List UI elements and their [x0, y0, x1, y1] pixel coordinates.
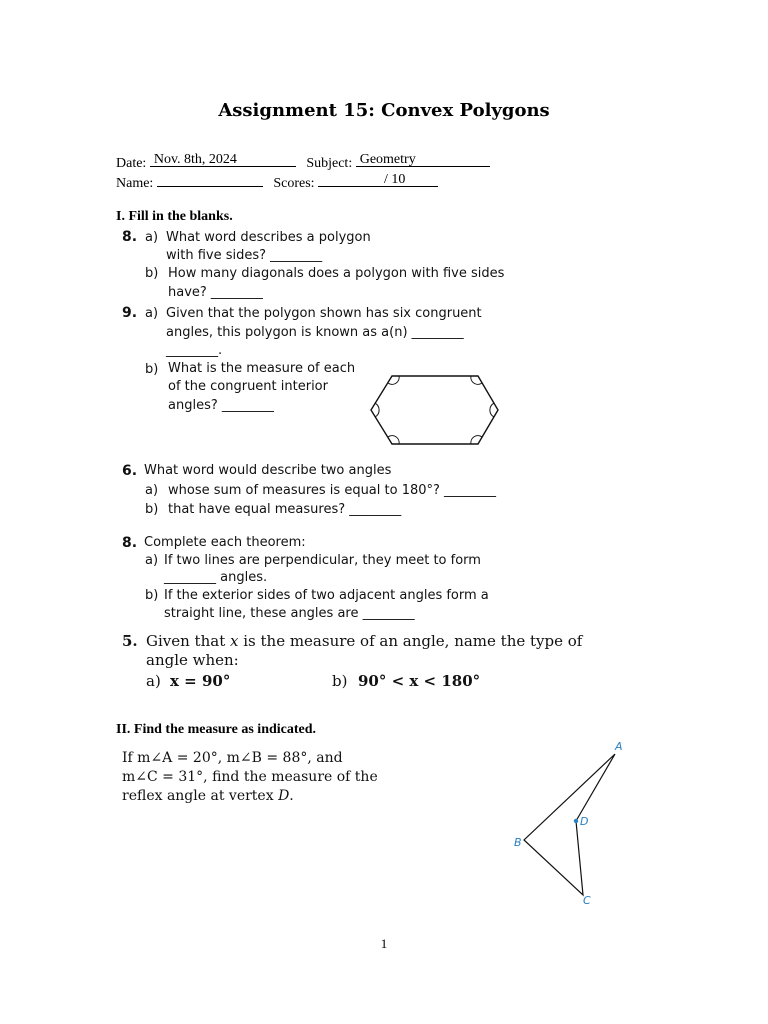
- q5-line1: [146, 632, 582, 650]
- q6-number: 6.: [122, 463, 138, 479]
- q5b-expression: 90° < x < 180°: [358, 672, 481, 690]
- page-number: 1: [380, 936, 388, 951]
- q5-line1-pre: Given that: [146, 632, 230, 650]
- q5-number: 5.: [122, 632, 138, 650]
- name-scores-row: [116, 172, 438, 192]
- q8-theorem-number: 8.: [122, 535, 138, 551]
- q8b-line2: have? ________: [168, 285, 263, 300]
- q9b-line3: angles? ________: [168, 398, 274, 413]
- q5a-expression: x = 90°: [170, 672, 231, 690]
- q8c-b-line2: straight line, these angles are ________: [164, 606, 415, 621]
- dart-outline: [524, 754, 615, 895]
- date-subject-row: [116, 152, 490, 172]
- angle-mark-right: [490, 403, 494, 417]
- hexagon-outline: [371, 376, 498, 444]
- q8c-b-letter: b): [145, 588, 159, 603]
- q9b-line1: What is the measure of each: [168, 361, 356, 376]
- problem-line2: m∠C = 31°, find the measure of the: [122, 769, 378, 785]
- q9a-line2: angles, this polygon is known as a(n) ________: [166, 325, 464, 340]
- q5a-letter: a): [146, 672, 161, 690]
- vertex-label-b: B: [514, 836, 522, 849]
- scores-label: Scores:: [273, 176, 315, 191]
- hexagon-figure: [366, 370, 502, 450]
- q9b-letter: b): [145, 362, 159, 377]
- q9a-line1: Given that the polygon shown has six congruent: [166, 306, 482, 321]
- q9-number: 9.: [122, 305, 138, 321]
- q8b-letter: b): [145, 266, 159, 281]
- scores-value: / 10: [384, 172, 406, 187]
- q5-line2: angle when:: [146, 651, 239, 669]
- q5-line1-post: is the measure of an angle, name the type of: [238, 632, 583, 650]
- name-field[interactable]: [157, 172, 263, 187]
- vertex-label-d: D: [580, 815, 589, 828]
- problem-vertex-d: D: [278, 788, 290, 804]
- subject-label: Subject:: [306, 156, 353, 171]
- dart-figure: [508, 736, 638, 912]
- q8a-line1: What word describes a polygon: [166, 230, 371, 245]
- scores-field[interactable]: [318, 172, 438, 187]
- q8-theorem-stem: Complete each theorem:: [144, 535, 306, 550]
- q5-variable: x: [230, 632, 239, 650]
- q9b-line2: of the congruent interior: [168, 379, 328, 394]
- q6-stem: What word would describe two angles: [144, 463, 392, 478]
- q8c-a-letter: a): [145, 553, 159, 568]
- page-title: Assignment 15: Convex Polygons: [218, 100, 550, 121]
- section-1-heading: I. Fill in the blanks.: [116, 209, 233, 224]
- date-value: Nov. 8th, 2024: [153, 152, 237, 167]
- subject-value: Geometry: [359, 152, 416, 167]
- q8c-b-line1: If the exterior sides of two adjacent angles form a: [164, 588, 489, 603]
- problem-line1: If m∠A = 20°, m∠B = 88°, and: [122, 750, 343, 766]
- date-label: Date:: [116, 156, 147, 171]
- section-2-heading: II. Find the measure as indicated.: [116, 722, 317, 737]
- q8-number: 8.: [122, 229, 138, 245]
- problem-line3: [122, 786, 294, 806]
- q8b-line1: How many diagonals does a polygon with five sides: [168, 266, 505, 281]
- q8c-a-line1: If two lines are perpendicular, they meet to form: [164, 553, 481, 568]
- q6b-letter: b): [145, 502, 159, 517]
- q9a-letter: a): [145, 306, 159, 321]
- q8c-a-line2: ________ angles.: [164, 570, 268, 585]
- q9a-line3: ________.: [166, 343, 223, 358]
- vertex-label-c: C: [583, 894, 591, 907]
- q6a-letter: a): [145, 483, 159, 498]
- date-field[interactable]: [150, 152, 296, 167]
- subject-field[interactable]: [356, 152, 490, 167]
- angle-mark-left: [375, 403, 379, 417]
- q6a-text: whose sum of measures is equal to 180°? ________: [168, 483, 497, 498]
- name-label: Name:: [116, 176, 154, 191]
- q8a-letter: a): [145, 230, 159, 245]
- problem-line3-post: .: [289, 788, 294, 804]
- vertex-d-dot: [574, 819, 578, 823]
- q8a-line2: with five sides? ________: [166, 248, 323, 263]
- q5b-letter: b): [332, 672, 348, 690]
- problem-line3-pre: reflex angle at vertex: [122, 788, 279, 804]
- vertex-label-a: A: [615, 740, 623, 753]
- q6b-text: that have equal measures? ________: [168, 502, 402, 517]
